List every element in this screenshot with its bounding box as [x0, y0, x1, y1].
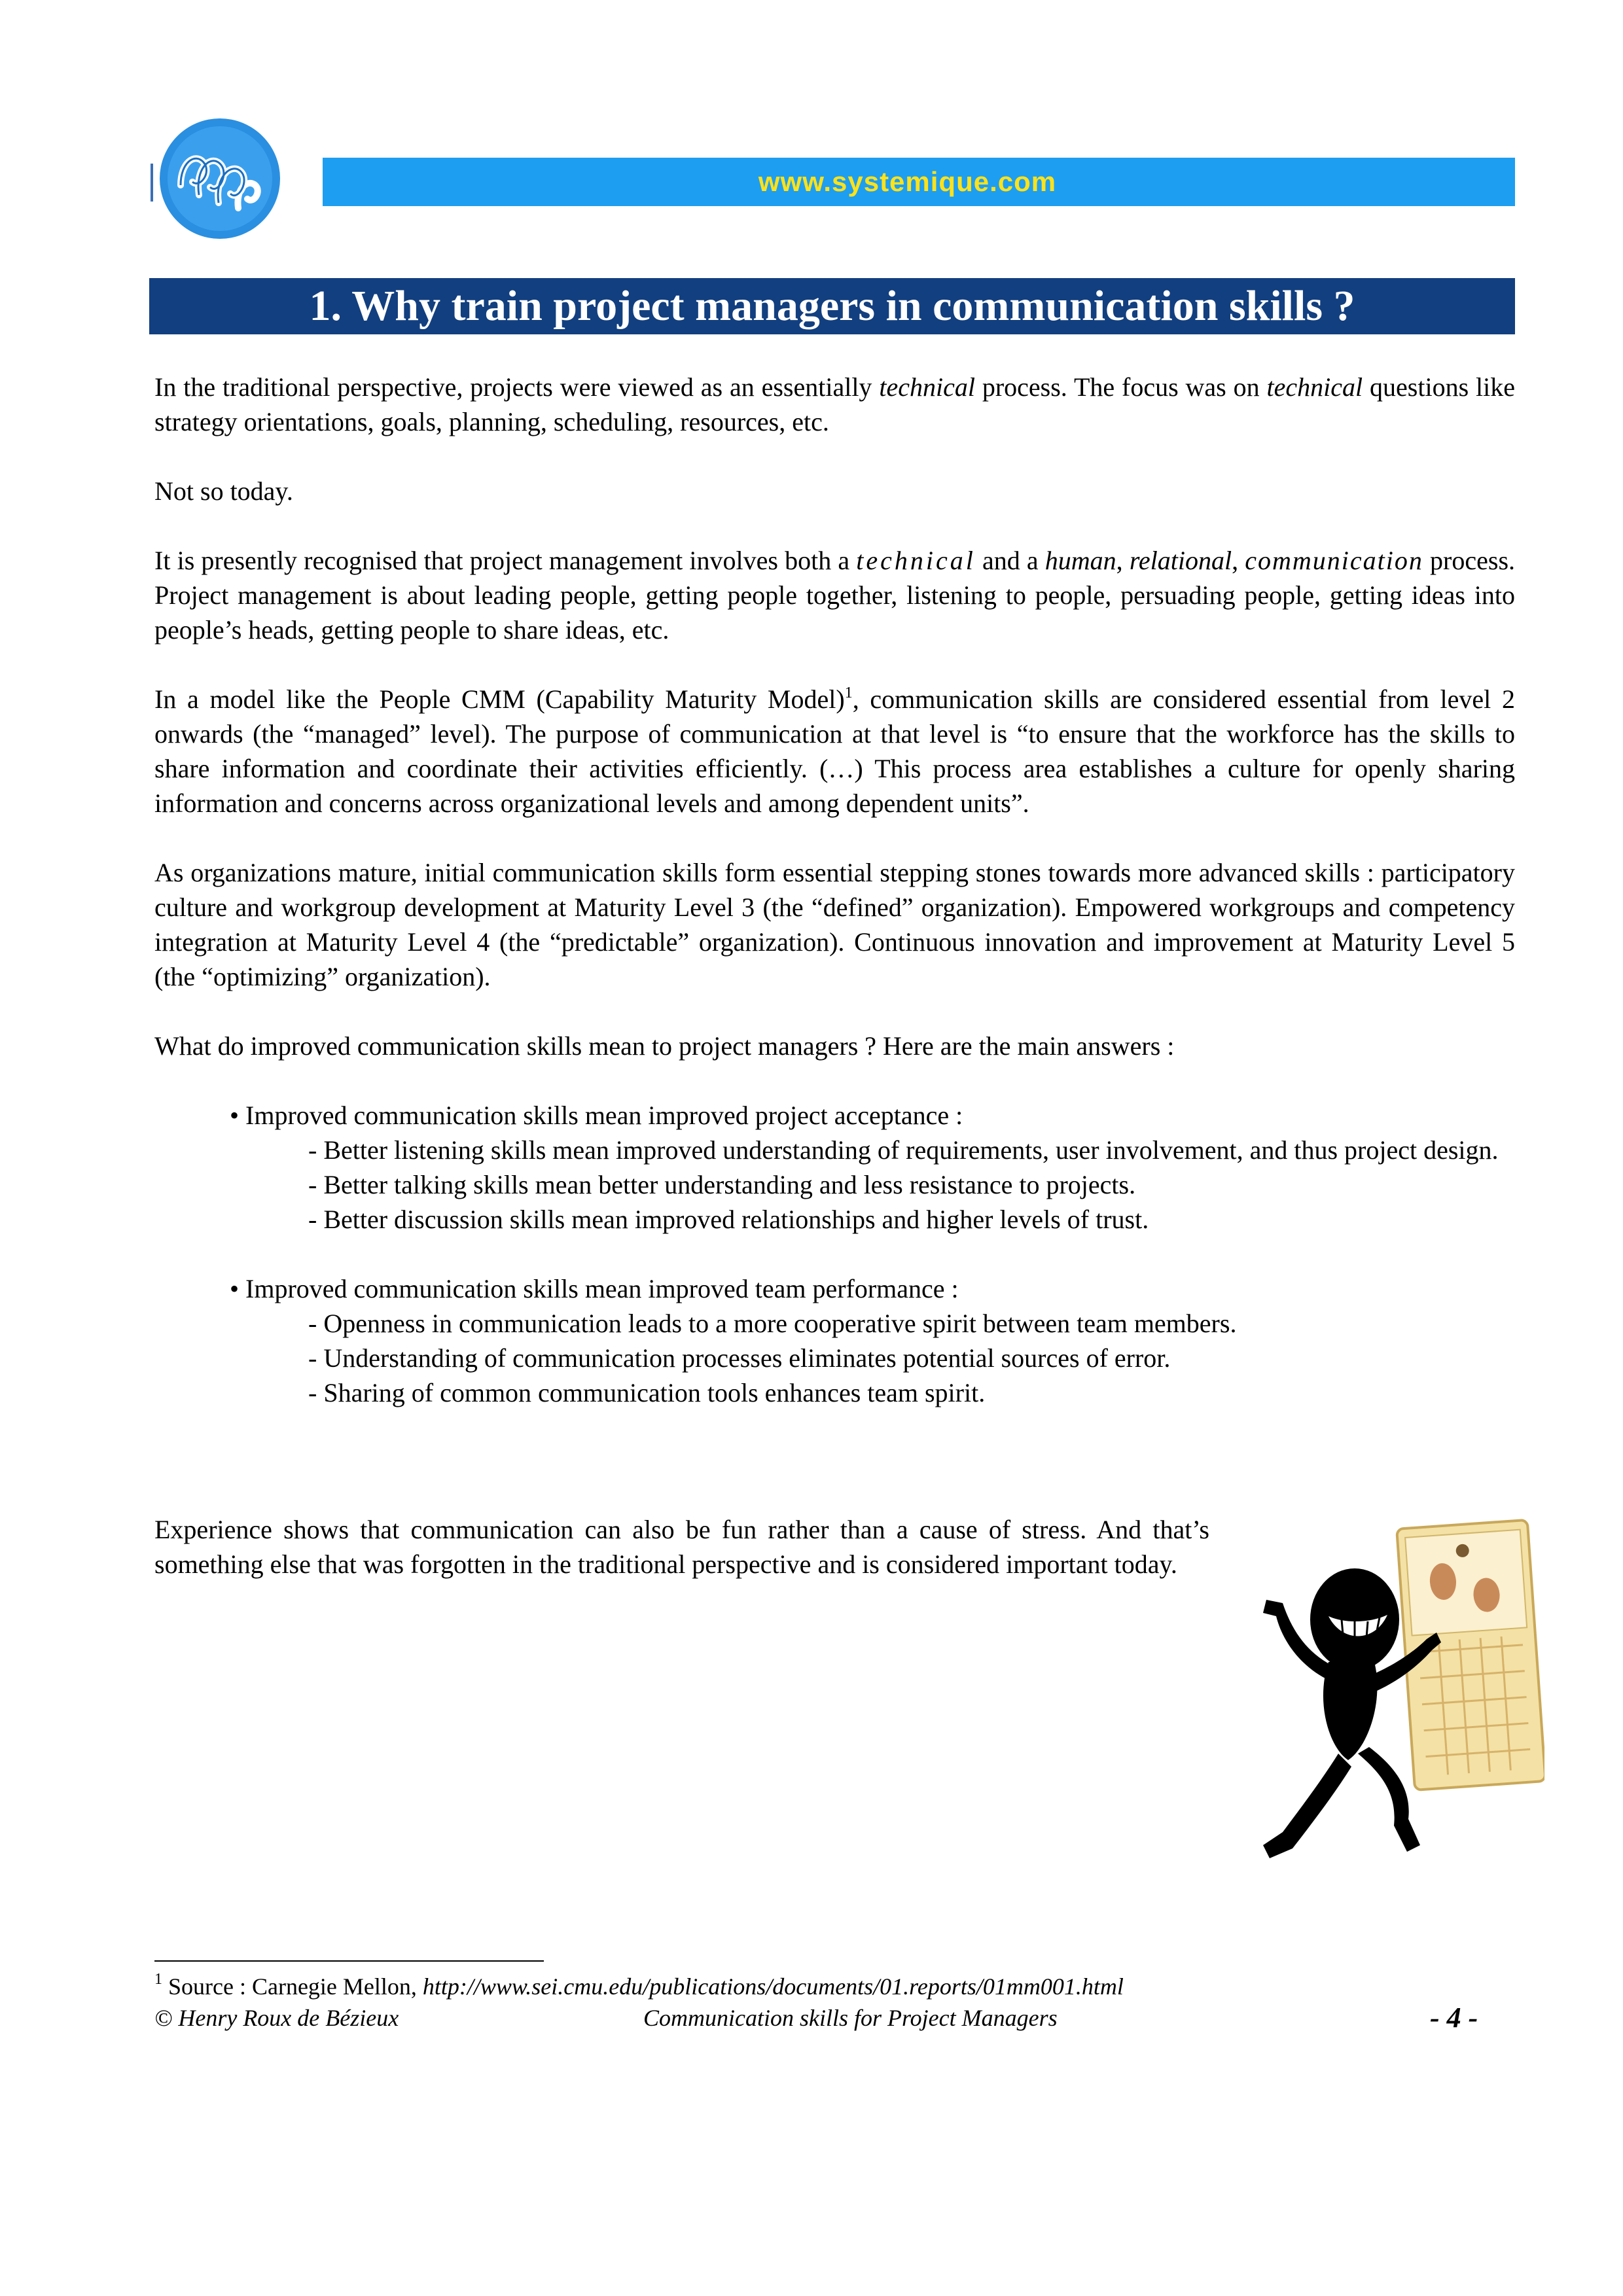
footnote-number: 1: [154, 1971, 162, 1988]
section-title: 1. Why train project managers in communication skills ?: [309, 282, 1355, 330]
text-run: process. Project management is about leading people, getting people together, listening to people, persuading people, getting ideas into people’s heads, getting people to share ideas, etc.: [154, 546, 1516, 645]
text-run: ,: [1232, 546, 1245, 575]
paragraph-traditional-perspective: [154, 370, 1515, 439]
emphasis-communication: communication: [1245, 546, 1423, 575]
laughing-figure-with-calendar-icon: [1230, 1505, 1544, 1871]
bullet-team-performance: [154, 1271, 1515, 1410]
website-url[interactable]: www.systemique.com: [758, 166, 1057, 197]
text-run: and a: [975, 546, 1045, 575]
footnote-divider: [154, 1960, 544, 1962]
footnote-link[interactable]: http://www.sei.cmu.edu/publications/documents/01.reports/01mm001.html: [422, 1973, 1124, 2000]
emphasis-technical: technical: [856, 546, 976, 575]
logo-divider: [151, 164, 153, 202]
list-item: - Sharing of common communication tools enhances team spirit.: [308, 1378, 986, 1407]
body-text: [154, 370, 1515, 1445]
text-run: process. The focus was on: [974, 372, 1267, 402]
text-run: In the traditional perspective, projects were viewed as an essentially: [154, 372, 880, 402]
footer-author: © Henry Roux de Bézieux: [154, 2005, 399, 2031]
bullet-label: • Improved communication skills mean improved team performance :: [230, 1274, 959, 1303]
list-item: - Better listening skills mean improved understanding of requirements, user involvement, and thus project design.: [308, 1135, 1499, 1165]
paragraph-presently-recognised: [154, 543, 1515, 647]
footnote-text: Source : Carnegie Mellon,: [162, 1973, 423, 2000]
emphasis-technical: technical: [1266, 372, 1363, 402]
section-title-bar: [149, 278, 1515, 334]
paragraph-people-cmm: [154, 682, 1515, 821]
list-item: - Better discussion skills mean improved relationships and higher levels of trust.: [308, 1205, 1149, 1234]
page-number: - 4 -: [1430, 2002, 1478, 2034]
footnote: [154, 1971, 1124, 2002]
text-run: ,: [1116, 546, 1130, 575]
text-run: questions like strategy orientations, goals, planning, scheduling, resources, etc.: [154, 372, 1516, 436]
paragraph-experience-shows: Experience shows that communication can also be fun rather than a cause of stress. And that’s something else that was forgotten in the traditional perspective and is considered important today.: [154, 1515, 1209, 1579]
header-url-bar: [323, 158, 1515, 206]
footnote-reference[interactable]: 1: [844, 684, 853, 701]
systemique-logo-icon: [154, 116, 285, 241]
emphasis-human: human: [1044, 546, 1116, 575]
bullet-project-acceptance: [154, 1098, 1515, 1237]
text-run: It is presently recognised that project management involves both a: [154, 546, 857, 575]
text-run: , communication skills are considered essential from level 2 onwards (the “managed” level). The purpose of communication at that level is “to ensure that the workforce has the skills to share information and coordinate their activities efficiently. (…) This process area establishes a culture for openly sharing information and concerns across organizational levels and among dependent units”.: [154, 684, 1515, 818]
emphasis-relational: relational: [1129, 546, 1232, 575]
list-item: - Better talking skills mean better understanding and less resistance to projects.: [308, 1170, 1136, 1199]
bullet-label: • Improved communication skills mean improved project acceptance :: [230, 1101, 963, 1130]
paragraph-not-so-today: Not so today.: [154, 476, 293, 506]
paragraph-main-answers: What do improved communication skills mean to project managers ? Here are the main answers :: [154, 1031, 1175, 1061]
footer-document-title: Communication skills for Project Managers: [643, 2005, 1058, 2031]
text-run: In a model like the People CMM (Capability Maturity Model): [154, 684, 845, 714]
paragraph-organizations-mature: As organizations mature, initial communication skills form essential stepping stones towards more advanced skills : participatory culture and workgroup development at Maturity Level 3 (the “defined” organization). Empowered workgroups and competency integration at Maturity Level 4 (the “predictable” organization). Continuous innovation and improvement at Maturity Level 5 (the “optimizing” organization).: [154, 858, 1515, 991]
list-item: - Openness in communication leads to a more cooperative spirit between team members.: [308, 1309, 1237, 1338]
list-item: - Understanding of communication processes eliminates potential sources of error.: [308, 1343, 1171, 1373]
emphasis-technical: technical: [879, 372, 975, 402]
